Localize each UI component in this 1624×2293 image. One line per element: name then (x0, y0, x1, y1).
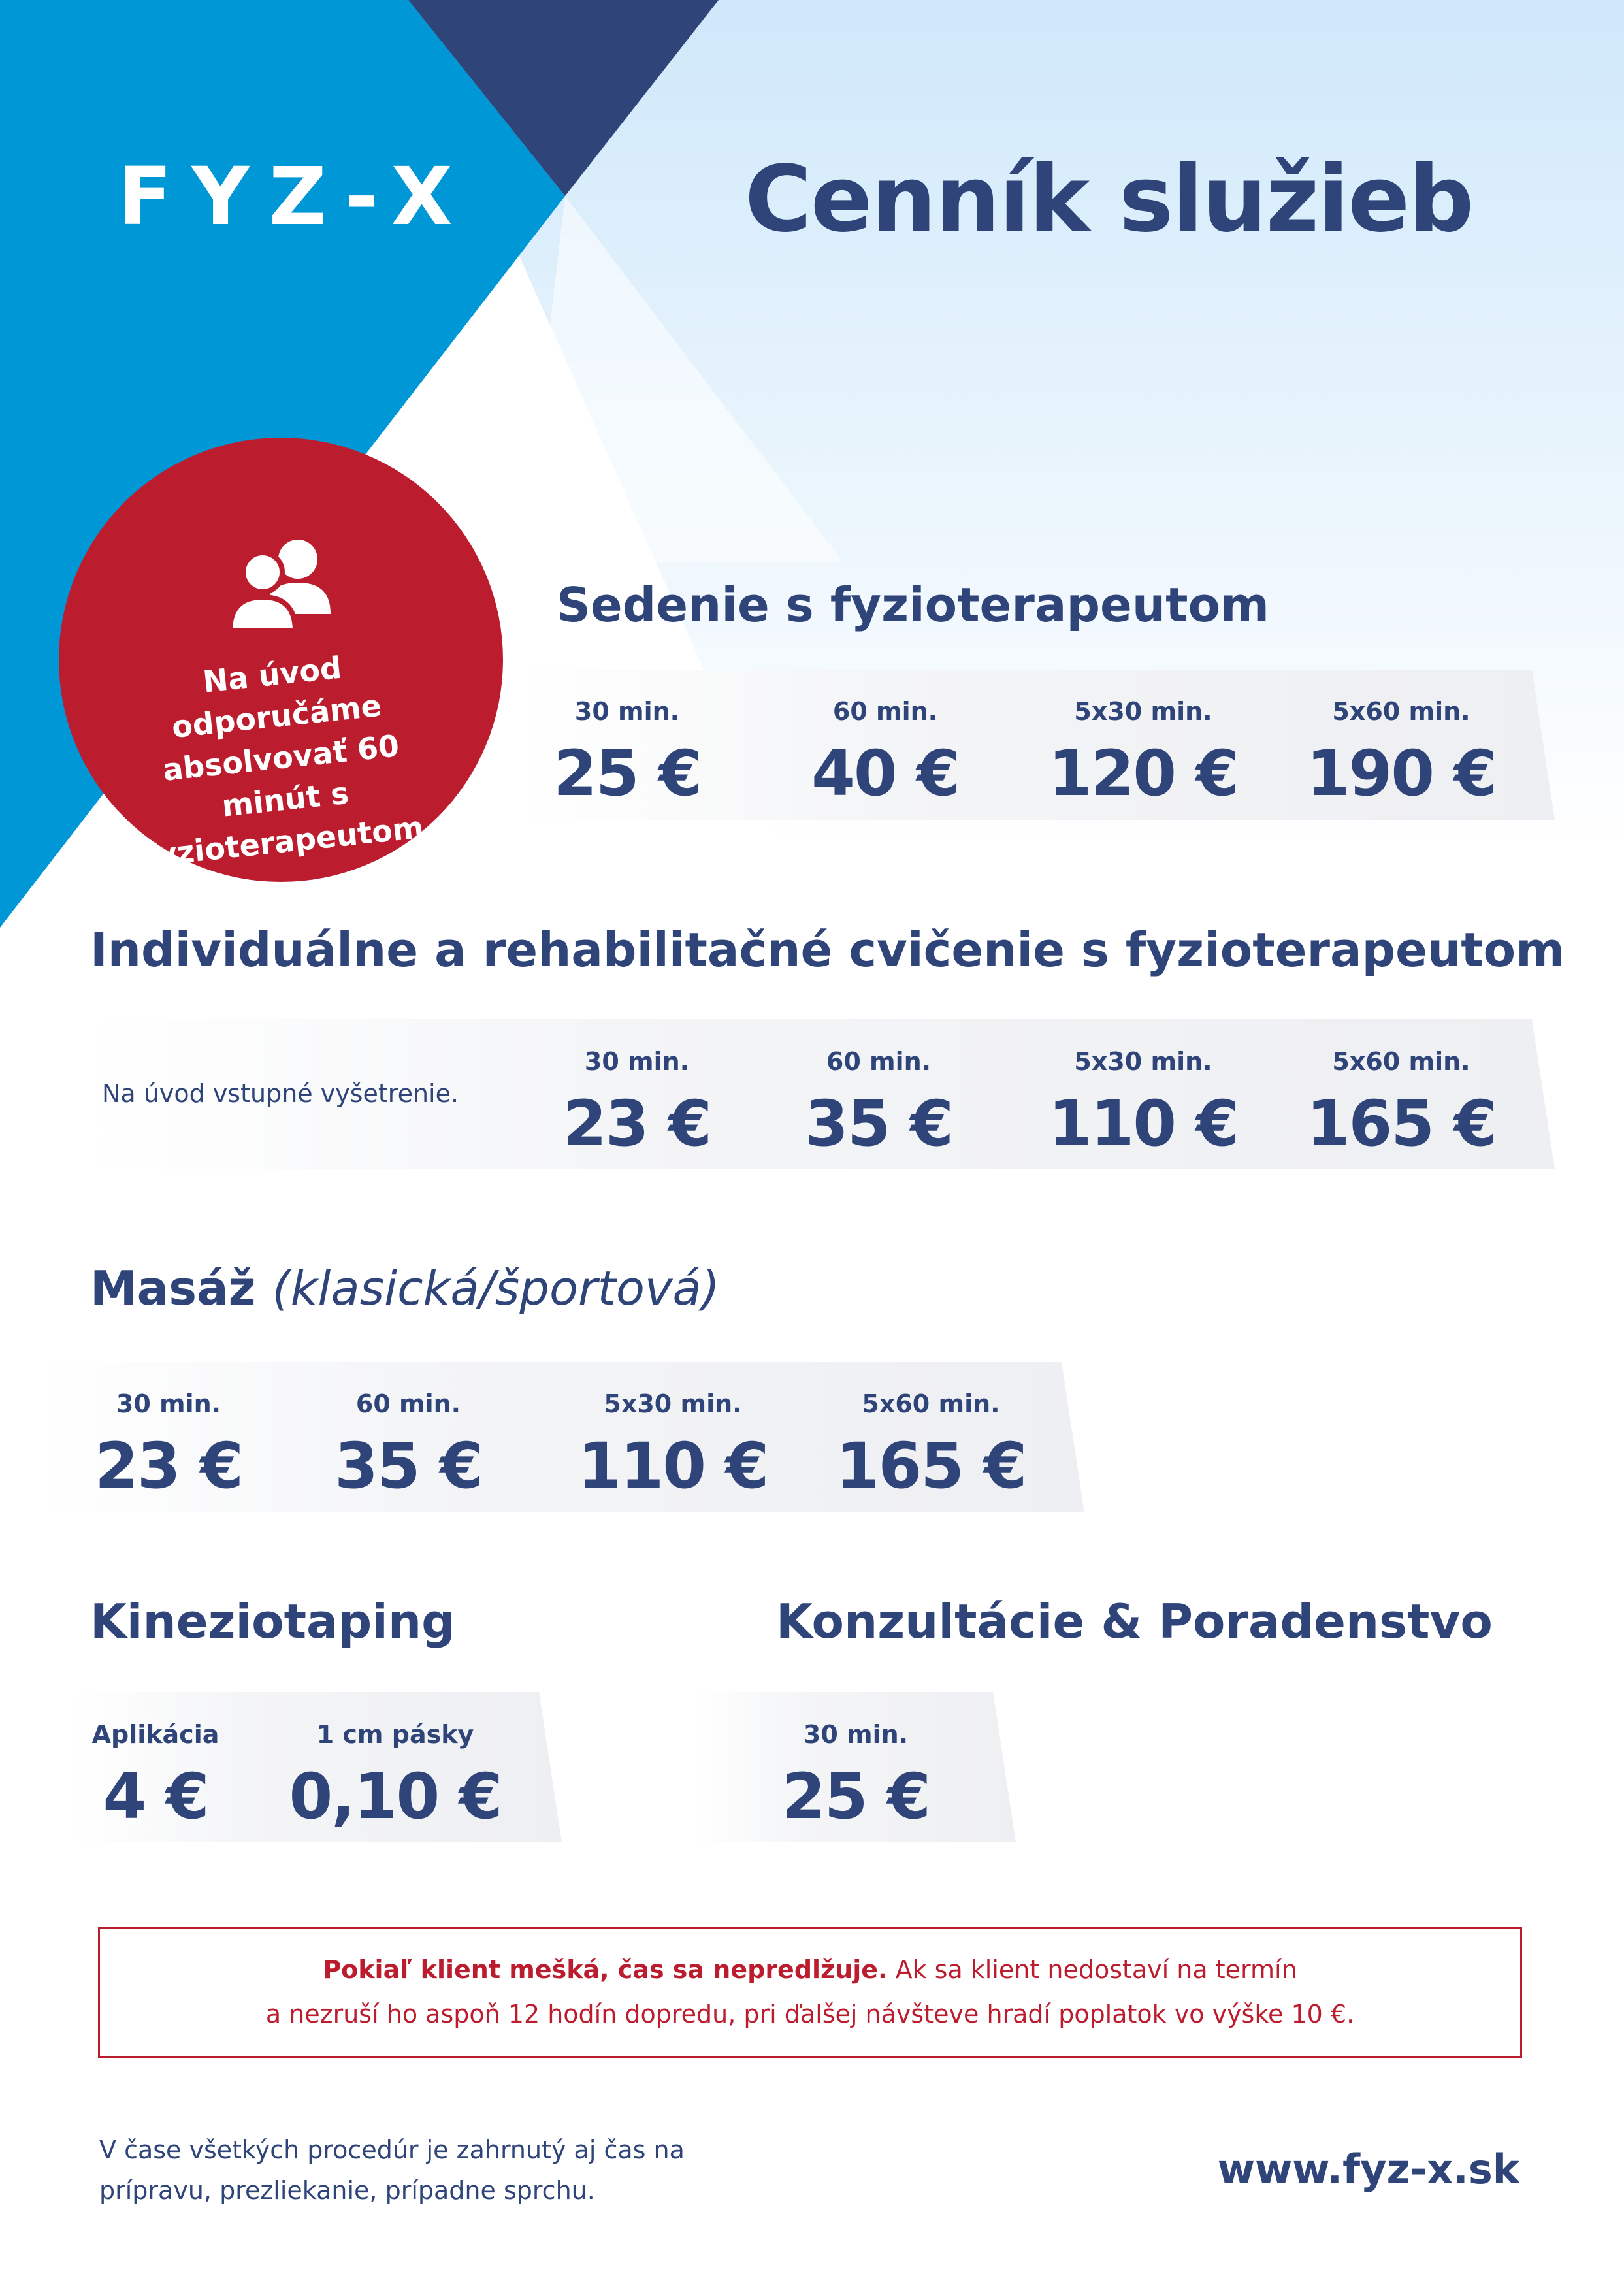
recommendation-text: Na úvod odporučáme absolvovať 60 minút s fyzioterapeutom. (142, 649, 437, 874)
price-value: 190 € (1306, 737, 1497, 810)
price-konzultacie-30 (738, 1720, 973, 1833)
price-value: 23 € (563, 1087, 711, 1160)
duration-label: 5x30 min. (604, 1390, 742, 1418)
duration-label: 5x60 min. (1332, 1047, 1470, 1076)
masaz-title: Masáž (90, 1261, 256, 1316)
price-value: 35 € (805, 1087, 952, 1160)
duration-label: 5x30 min. (1074, 697, 1212, 726)
price-cvicenie-5x60 (1284, 1047, 1519, 1160)
price-sedenie-60 (768, 697, 1003, 810)
notice-line2: a nezruší ho aspoň 12 hodín dopredu, pri ďalšej návšteve hradí poplatok vo výške 10 €. (265, 2000, 1355, 2028)
price-value: 4 € (103, 1760, 208, 1833)
section-title-kineziotaping: Kineziotaping (90, 1594, 455, 1649)
price-value: 23 € (95, 1429, 242, 1503)
masaz-subtitle: (klasická/športová) (272, 1261, 720, 1316)
duration-label: 5x60 min. (862, 1390, 1000, 1418)
duration-label: 60 min. (832, 697, 938, 726)
price-value: 40 € (811, 737, 959, 810)
price-cvicenie-30 (519, 1047, 755, 1160)
duration-label: 30 min. (574, 697, 680, 726)
price-sedenie-5x30 (1026, 697, 1261, 810)
price-value: 110 € (1048, 1087, 1239, 1160)
duration-label: 60 min. (826, 1047, 932, 1076)
footer-note: V čase všetkých procedúr je zahrnutý aj čas na prípravu, prezliekanie, prípadne sprchu. (99, 2136, 685, 2205)
duration-label: 5x60 min. (1332, 697, 1470, 726)
duration-label: 5x30 min. (1074, 1047, 1212, 1076)
section-title-sedenie: Sedenie s fyzioterapeutom (557, 577, 1270, 632)
recommendation-badge (59, 438, 503, 882)
price-value: 110 € (577, 1429, 768, 1503)
notice-bold: Pokiaľ klient mešká, čas sa nepredlžuje. (323, 1955, 888, 1984)
price-sedenie-5x60 (1284, 697, 1519, 810)
duration-label: Aplikácia (91, 1720, 219, 1749)
price-value: 25 € (553, 737, 701, 810)
price-masaz-30 (51, 1390, 286, 1503)
price-value: 0,10 € (289, 1760, 502, 1833)
section-title-konzultacie: Konzultácie & Poradenstvo (776, 1594, 1493, 1649)
notice-line1: Ak sa klient nedostaví na termín (895, 1955, 1297, 1984)
section-title-masaz (90, 1261, 720, 1316)
users-icon (229, 536, 333, 634)
price-cvicenie-5x30 (1026, 1047, 1261, 1160)
late-arrival-notice (98, 1927, 1522, 2058)
price-masaz-5x30 (555, 1390, 790, 1503)
duration-label: 30 min. (584, 1047, 690, 1076)
page-title: Cenník služieb (745, 146, 1473, 253)
price-value: 25 € (782, 1760, 930, 1833)
cvicenie-note: Na úvod vstupné vyšetrenie. (102, 1079, 459, 1108)
logo: FYZ-X (118, 150, 472, 243)
price-sedenie-30 (510, 697, 745, 810)
price-masaz-5x60 (813, 1390, 1048, 1503)
website-link[interactable]: www.fyz-x.sk (1217, 2145, 1519, 2193)
duration-label: 30 min. (116, 1390, 221, 1418)
price-value: 165 € (1306, 1087, 1497, 1160)
price-value: 35 € (334, 1429, 482, 1503)
section-title-cvicenie: Individuálne a rehabilitačné cvičenie s fyzioterapeutom (90, 922, 1565, 977)
price-value: 165 € (836, 1429, 1026, 1503)
duration-label: 30 min. (803, 1720, 909, 1749)
price-kineziotaping-cm (278, 1720, 513, 1833)
price-kineziotaping-aplikacia (38, 1720, 273, 1833)
price-masaz-60 (291, 1390, 526, 1503)
duration-label: 60 min. (355, 1390, 461, 1418)
duration-label: 1 cm pásky (316, 1720, 474, 1749)
price-value: 120 € (1048, 737, 1239, 810)
price-cvicenie-60 (761, 1047, 996, 1160)
